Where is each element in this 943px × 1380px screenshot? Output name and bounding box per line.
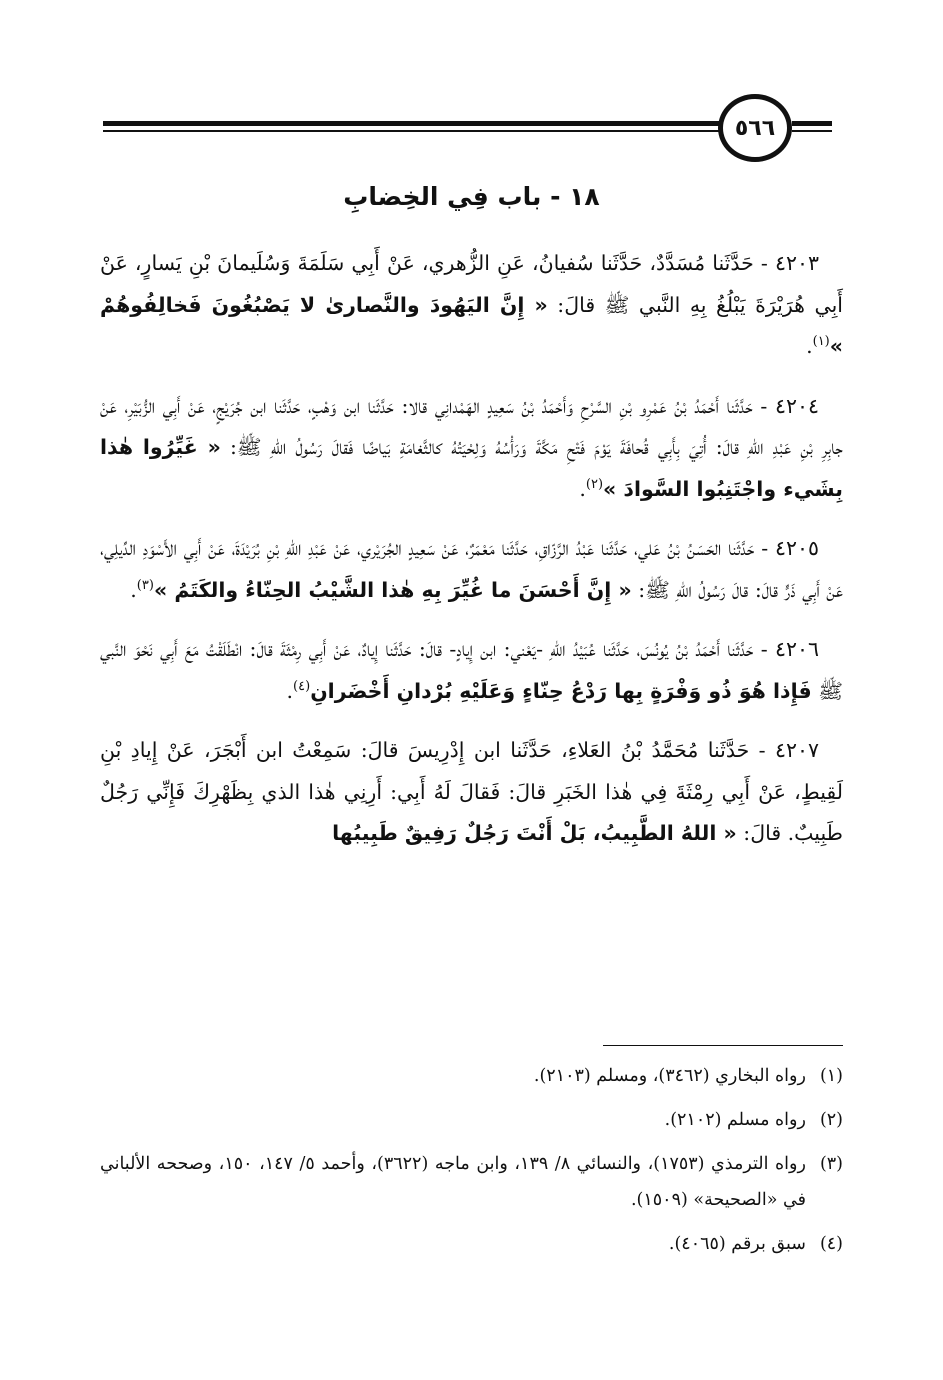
hadith-4204 xyxy=(100,386,843,511)
footnote-2 xyxy=(100,1102,843,1138)
hadith-number: ٤٢٠٣ - xyxy=(760,251,819,275)
hadith-number: ٤٢٠٤ - xyxy=(760,393,819,418)
footnote-ref: (١) xyxy=(812,334,830,350)
footnote-text: رواه البخاري (٣٤٦٢)، ومسلم (٢١٠٣). xyxy=(533,1066,806,1086)
header-rule-thick xyxy=(103,121,721,126)
hadith-isnad: حَدَّثَنا أَحْمَدُ بْنُ يُونُسَ، حَدَّثَنا عُبَيْدُ اللهِ -يَعْني: ابن إِيادٍ- قالَ: حَدَّثَنا إِيادٌ، عَنْ أَبِي رِمْثَةَ قالَ: انْطَلَقْتُ مَعَ أَبِي نَحْوَ النَّبي ﷺ xyxy=(100,637,843,703)
footnote-number: (٤) xyxy=(819,1234,843,1254)
hadith-4205 xyxy=(100,528,843,611)
hadith-end: . xyxy=(806,334,813,358)
hadith-matn: « اللهُ الطَّبِيبُ، بَلْ أَنْتَ رَجُلٌ رَفِيقٌ طَبِيبُها xyxy=(332,821,737,845)
hadith-matn: « غَيِّرُوا هٰذا بِشَيء واجْتَنِبُوا السَّوادَ » xyxy=(100,435,843,501)
header-rule-thin xyxy=(103,130,721,132)
hadith-end: . xyxy=(286,678,294,703)
footnote-text: سبق برقم (٤٠٦٥). xyxy=(668,1234,806,1254)
footnote-3 xyxy=(100,1146,843,1218)
footnote-text: رواه مسلم (٢١٠٢). xyxy=(664,1110,806,1130)
hadith-4203 xyxy=(100,243,843,368)
hadith-isnad: حَدَّثَنا مُسَدَّدٌ، حَدَّثَنا سُفيانُ، عَنِ الزُّهري، عَنْ أَبِي سَلَمَةَ وَسُلَيمانَ بْنِ يَسارٍ، عَنْ أَبِي هُرَيْرَةَ يَبْلُغُ بِهِ النَّبي ﷺ قالَ: xyxy=(100,251,843,317)
footnote-ref: (٣) xyxy=(136,577,154,593)
hadith-isnad: حَدَّثَنا مُحَمَّدُ بْنُ العَلاءِ، حَدَّثَنا ابن إِدْرِيسَ قالَ: سَمِعْتُ ابن أَبْجَرَ، عَنْ إِيادِ بْنِ لَقِيطٍ، عَنْ أَبِي رِمْثَةَ فِي هٰذا الخَبَرِ قالَ: فَقالَ لَهُ أَبِي: أَرِنِي هٰذا الذي بِظَهْرِكَ فَإِنِّي رَجُلٌ طَبِيبٌ. قالَ: xyxy=(100,738,843,845)
footnotes xyxy=(100,1058,843,1270)
hadith-end: . xyxy=(130,577,137,602)
footnote-number: (١) xyxy=(819,1066,843,1086)
header-tail-thin xyxy=(792,130,832,132)
hadith-number: ٤٢٠٦ - xyxy=(760,637,819,661)
header-rule-tail xyxy=(792,121,832,134)
header-rule xyxy=(103,121,721,134)
hadith-matn: « إِنَّ اليَهُودَ والنَّصارىٰ لا يَصْبُغُونَ فَخالِفُوهُمْ » xyxy=(100,292,843,358)
hadith-4206 xyxy=(100,629,843,712)
hadith-list xyxy=(100,243,843,873)
header-tail-thick xyxy=(792,121,832,126)
footnote-text: رواه الترمذي (١٧٥٣)، والنسائي ٨/ ١٣٩، وابن ماجه (٣٦٢٢)، وأحمد ٥/ ١٤٧، ١٥٠، وصححه الألباني في «الصحيحة» (١٥٠٩). xyxy=(100,1154,806,1210)
footnote-ref: (٤) xyxy=(293,678,311,694)
hadith-isnad: حَدَّثَنا أَحْمَدُ بْنُ عَمْرِو بْنِ السَّرْحِ وَأَحْمَدُ بْنُ سَعِيدٍ الهَمْدانِي قالا: حَدَّثَنا ابن وَهْبٍ، حَدَّثَنا ابن جُرَيْجٍ، عَنْ أَبِي الزُّبَيْرِ، عَنْ جابِرِ بْنِ عَبْدِ اللهِ قالَ: أُتِيَ بِأَبِي قُحافَةَ يَوْمَ فَتْحِ مَكَّةَ وَرَأْسُهُ وَلِحْيَتُهُ كالثَّغامَةِ بَياضًا فَقالَ رَسُولُ اللهِ ﷺ: xyxy=(100,393,843,459)
hadith-4207 xyxy=(100,730,843,855)
hadith-isnad: حَدَّثَنا الحَسَنُ بْنُ عَلي، حَدَّثَنا عَبْدُ الرَّزّاقِ، حَدَّثَنا مَعْمَرٌ، عَنْ سَعِيدٍ الجُرَيْري، عَنْ عَبْدِ اللهِ بْنِ بُرَيْدَةَ، عَنْ أَبِي الأَسْوَدِ الدِّيلِي، عَنْ أَبِي ذَرٍّ قالَ: قالَ رَسُولُ اللهِ ﷺ: xyxy=(100,536,843,602)
footnote-1 xyxy=(100,1058,843,1094)
hadith-end: . xyxy=(579,476,586,501)
footnote-number: (٣) xyxy=(819,1154,843,1174)
page-number: ٥٦٦ xyxy=(718,94,792,162)
footnote-separator xyxy=(603,1045,843,1046)
hadith-matn: فَإِذا هُوَ ذُو وَفْرَةٍ بِها رَدْعُ حِنّاءٍ وَعَلَيْهِ بُرْدانِ أَخْضَرانِ xyxy=(310,678,812,703)
footnote-ref: (٢) xyxy=(585,476,604,492)
hadith-number: ٤٢٠٥ - xyxy=(761,536,819,560)
chapter-title: ١٨ - باب فِي الخِضابِ xyxy=(343,182,600,211)
hadith-number: ٤٢٠٧ - xyxy=(758,738,819,762)
footnote-4 xyxy=(100,1226,843,1262)
hadith-matn: « إِنَّ أَحْسَنَ ما غُيِّرَ بِهِ هٰذا الشَّيْبُ الحِنّاءُ والكَتَمُ » xyxy=(153,577,632,602)
footnote-number: (٢) xyxy=(819,1110,843,1130)
